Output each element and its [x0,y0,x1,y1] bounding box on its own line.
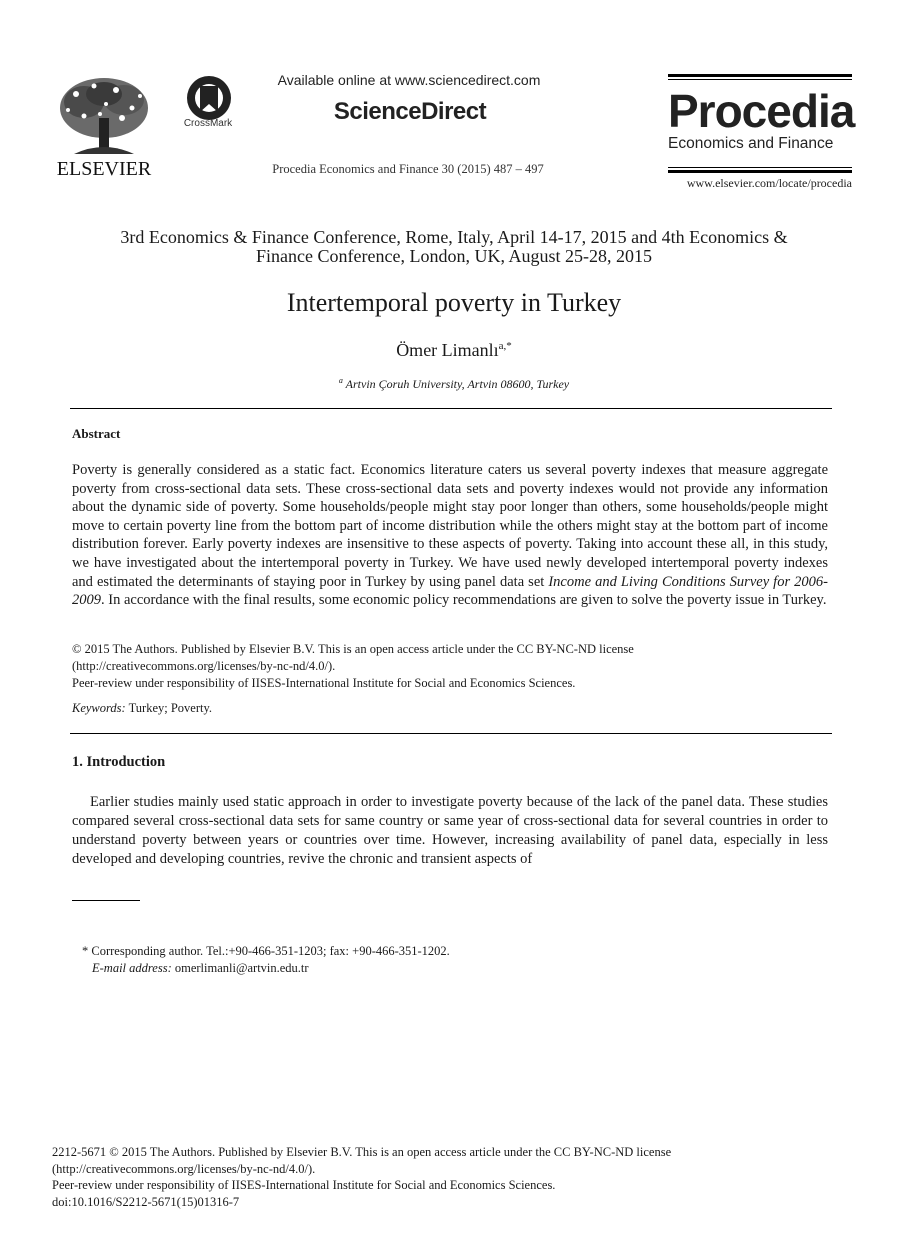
keywords-label: Keywords: [72,701,126,715]
paper-title: Intertemporal poverty in Turkey [286,288,622,317]
crossmark-label: CrossMark [183,118,233,129]
abstract-dataset-name: Income and Living Conditions Survey for 2006-2009 [72,573,828,609]
journal-citation: Procedia Economics and Finance 30 (2015) 487 – 497 [272,162,544,176]
affiliation-text: Artvin Çoruh University, Artvin 08600, Turkey [345,377,570,391]
conference-info [72,228,836,266]
masthead-rule [668,79,852,80]
corresponding-author-line [82,943,682,960]
available-online-text: Available online at www.sciencedirect.com [277,72,541,88]
procedia-url-link[interactable]: www.elsevier.com/locate/procedia [686,176,852,190]
top-divider [70,408,832,409]
abstract-text-part: . In accordance with the final results, some economic policy recommendations are given to solve the poverty issue in Turkey. [101,592,827,609]
masthead-rule [668,74,852,77]
license-block [72,641,828,692]
sciencedirect-logo[interactable]: ScienceDirect [333,98,487,125]
introduction-paragraph: Earlier studies mainly used static approach in order to investigate poverty because of the lack of the panel data. These studies compared several cross-sectional data sets for same country or same year of cross-sectional data for several countries in order to understand poverty between years or countries over time. However, increasing availability of panel data, especially in less developed and developing countries, revive the chronic and transient aspects of [72,794,828,867]
masthead-rule [668,167,852,168]
copyright-line: © 2015 The Authors. Published by Elsevier B.V. This is an open access article under the CC BY-NC-ND license [72,642,634,656]
page-footer [52,1144,812,1210]
procedia-title: Procedia [668,85,855,137]
footer-license-link[interactable]: (http://creativecommons.org/licenses/by-nc-nd/4.0/). [52,1161,316,1176]
footer-peer-review: Peer-review under responsibility of IISES-International Institute for Social and Economics Sciences. [52,1178,556,1192]
abstract-text [72,461,828,610]
author-marks: a,* [498,340,512,352]
masthead-rule [668,170,852,173]
email-address[interactable]: omerlimanli@artvin.edu.tr [171,961,309,975]
peer-review-line: Peer-review under responsibility of IISES-International Institute for Social and Economics Sciences. [72,676,576,690]
author-name: Ömer Limanlı [396,340,499,360]
conference-line: Finance Conference, London, UK, August 25-28, 2015 [256,246,652,266]
section-heading-introduction: 1. Introduction [72,754,166,770]
elsevier-wordmark: ELSEVIER [56,158,152,180]
abstract-divider [70,733,832,734]
affiliation [72,376,836,392]
footnote-rule [72,900,140,901]
keywords-list: Turkey; Poverty. [125,701,213,715]
footnote [82,943,682,977]
procedia-subtitle: Economics and Finance [668,135,834,152]
footnote-mark: * [82,944,89,958]
author-line [72,340,836,361]
email-line [82,960,682,977]
license-url-link[interactable]: (http://creativecommons.org/licenses/by-nc-nd/4.0/). [72,659,336,673]
footer-issn-line: 2212-5671 © 2015 The Authors. Published by Elsevier B.V. This is an open access article under the CC BY-NC-ND license [52,1145,672,1159]
abstract-heading: Abstract [72,426,121,441]
affiliation-mark: a [338,376,343,385]
footer-doi[interactable]: doi:10.1016/S2212-5671(15)01316-7 [52,1194,240,1209]
email-label: E-mail address: [92,961,172,975]
conference-line: 3rd Economics & Finance Conference, Rome, Italy, April 14-17, 2015 and 4th Economics & [120,227,788,247]
corresponding-author-text: Corresponding author. Tel.:+90-466-351-1203; fax: +90-466-351-1202. [88,944,450,958]
abstract-text-part: Poverty is generally considered as a static fact. Economics literature caters us several poverty indexes that measure aggregate poverty from cross-sectional data sets. These cross-sectional data sets and poverty indexes would not provide any information about the dynamic side of poverty. Some households/people might stay poor longer than others, some households/people might move to certain poverty line from the bottom part of income distribution while the others might stay at the bottom part of income distribution forever. Early poverty indexes are insensitive to these aspects of poverty. Taking into account these all, in this study, we have investigated about the intertemporal poverty in Turkey. We have used newly developed intertemporal poverty indexes and estimated the determinants of staying poor in Turkey by using panel data set [72,462,828,590]
keywords-line [72,701,828,716]
